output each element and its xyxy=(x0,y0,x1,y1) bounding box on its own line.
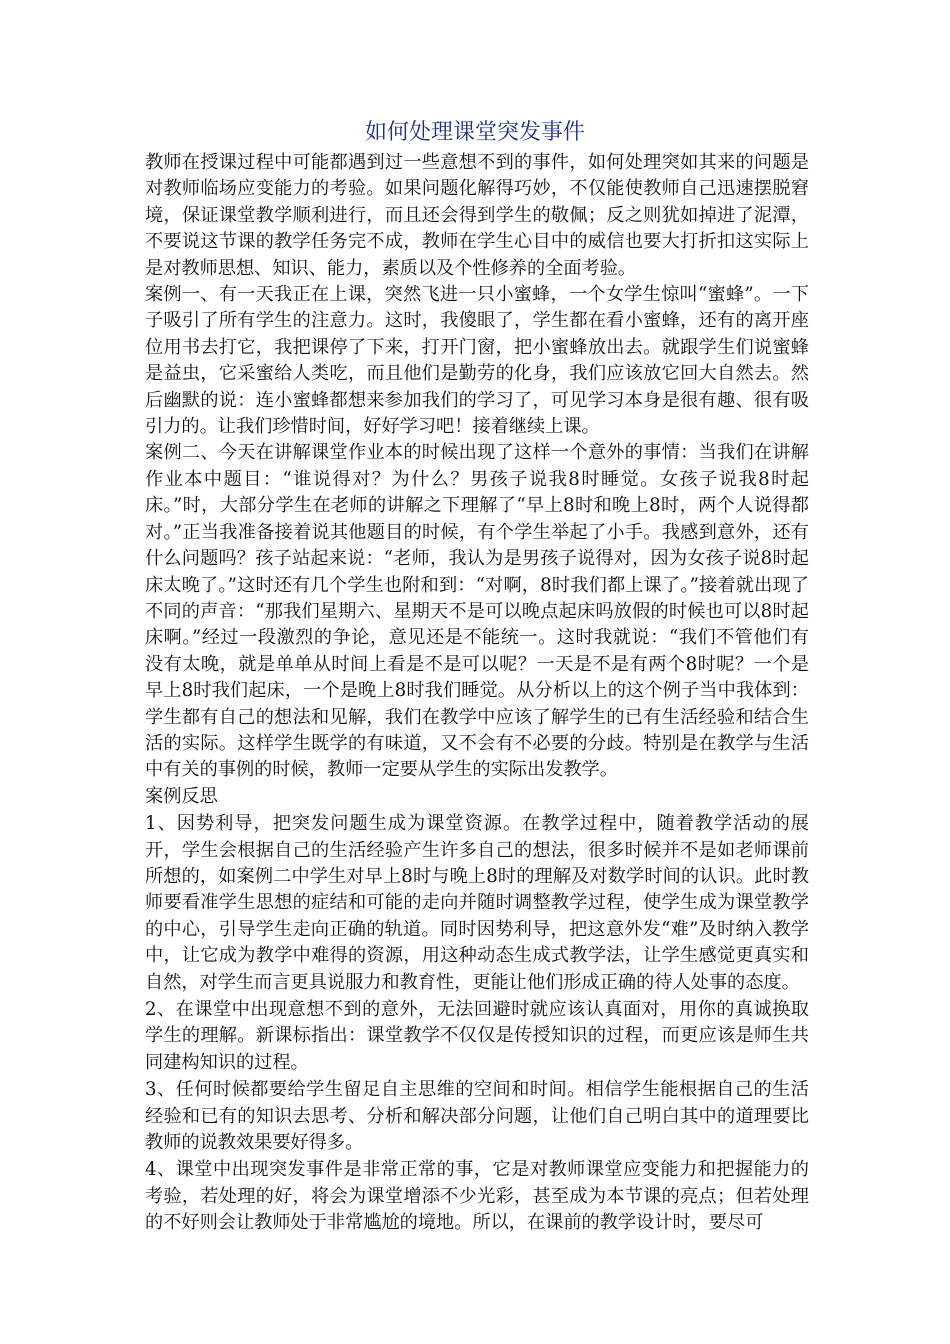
document-title: 如何处理课堂突发事件 xyxy=(364,120,585,145)
document-body xyxy=(145,150,809,1237)
case-one-paragraph: 案例一、有一天我正在上课，突然飞进一只小蜜蜂，一个女学生惊叫“蜜蜂”。一下子吸引了所有学生的注意力。这时，我傻眼了，学生都在看小蜜蜂，还有的离开座位用书去打它，我把课停了下来，打开门窗，把小蜜蜂放出去。就跟学生们说蜜蜂是益虫，它采蜜给人类吃，而且他们是勤劳的化身，我们应该放它回大自然去。然后幽默的说：连小蜜蜂都想来参加我们的学习了，可见学习本身是很有趣、很有吸引力的。让我们珍惜时间，好好学习吧！接着继续上课。 xyxy=(145,284,809,438)
reflection-heading: 案例反思 xyxy=(145,785,218,807)
reflection-item-3: 3、任何时候都要给学生留足自主思维的空间和时间。相信学生能根据自己的生活经验和已有的知识去思考、分析和解决部分问题，让他们自己明白其中的道理要比教师的说教效果要好得多。 xyxy=(145,1079,809,1154)
case-two-paragraph: 案例二、今天在讲解课堂作业本的时候出现了这样一个意外的事情：当我们在讲解作业本中题目：“谁说得对？为什么？男孩子说我8时睡觉。女孩子说我8时起床。”时，大部分学生在老师的讲解之下理解了“早上8时和晚上8时，两个人说得都对。”正当我准备接着说其他题目的时候，有个学生举起了小手。我感到意外，还有什么问题吗？孩子站起来说：“老师，我认为是男孩子说得对，因为女孩子说8时起床太晚了。”这时还有几个学生也附和到：“对啊，8时我们都上课了。”接着就出现了不同的声音：“那我们星期六、星期天不是可以晚点起床吗放假的时候也可以8时起床啊。”经过一段激烈的争论，意见还是不能统一。这时我就说：“我们不管他们有没有太晚，就是单单从时间上看是不是可以呢？一天是不是有两个8时呢？一个是早上8时我们起床，一个是晚上8时我们睡觉。从分析以上的这个例子当中我体到：学生都有自己的想法和见解，我们在教学中应该了解学生的已有生活经验和结合生活的实际。这样学生既学的有味道，又不会有不必要的分歧。特别是在教学与生活中有关的事例的时候，教师一定要从学生的实际出发教学。 xyxy=(145,442,809,781)
intro-paragraph: 教师在授课过程中可能都遇到过一些意想不到的事件，如何处理突如其来的问题是对教师临场应变能力的考验。如果问题化解得巧妙，不仅能使教师自己迅速摆脱窘境，保证课堂教学顺利进行，而且还会得到学生的敬佩；反之则犹如掉进了泥潭，不要说这节课的教学任务完不成，教师在学生心目中的威信也要大打折扣这实际上是对教师思想、知识、能力，素质以及个性修养的全面考验。 xyxy=(145,152,809,279)
reflection-item-2: 2、在课堂中出现意想不到的意外，无法回避时就应该认真面对，用你的真诚换取学生的理解。新课标指出：课堂教学不仅仅是传授知识的过程，而更应该是师生共同建构知识的过程。 xyxy=(145,999,809,1073)
reflection-item-1: 1、因势利导，把突发问题生成为课堂资源。在教学过程中，随着教学活动的展开，学生会根据自己的生活经验产生许多自己的想法，很多时候并不是如老师课前所想的，如案例二中学生对早上8时与晚上8时的理解及对数学时间的认识。此时教师要看准学生思想的症结和可能的走向并随时调整教学过程，使学生成为课堂教学的中心，引导学生走向正确的轨道。同时因势利导，把这意外发“难”及时纳入教学中，让它成为教学中难得的资源，用这种动态生成式教学法，让学生感觉更真实和自然，对学生而言更具说服力和教育性，更能让他们形成正确的待人处事的态度。 xyxy=(145,813,809,993)
reflection-item-4: 4、课堂中出现突发事件是非常正常的事，它是对教师课堂应变能力和把握能力的考验，若处理的好，将会为课堂增添不少光彩，甚至成为本节课的亮点；但若处理的不好则会让教师处于非常尴尬的境地。所以，在课前的教学设计时，要尽可 xyxy=(145,1159,809,1234)
